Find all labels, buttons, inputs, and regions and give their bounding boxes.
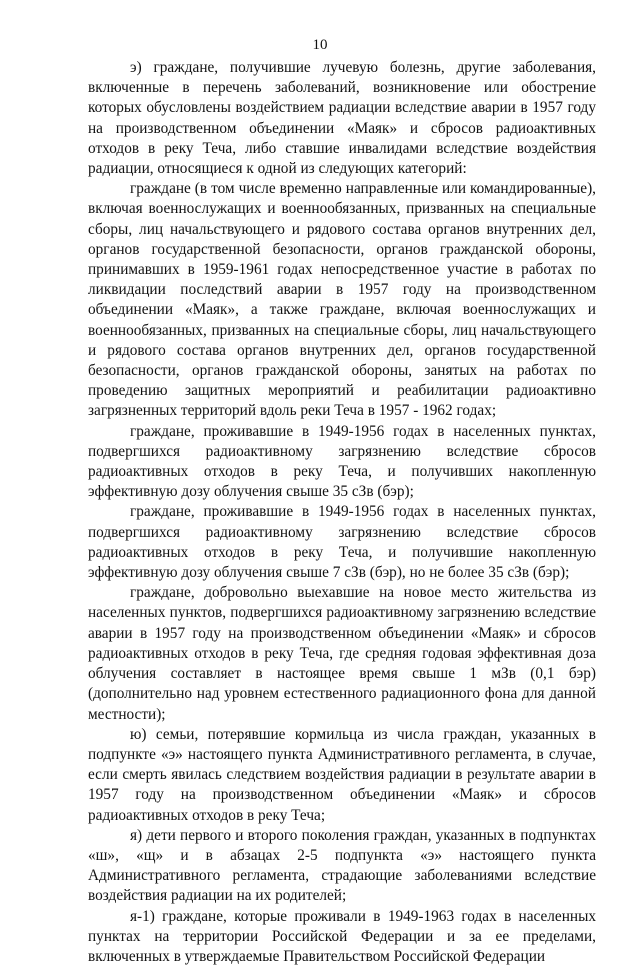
paragraph-ya1-residents: я-1) граждане, которые проживали в 1949-1963 годах в населенных пунктах на территории Российской Федерации и за ее пределами, включенных в утверждаемые Правительством Российской Федерации [88, 907, 596, 965]
paragraph-ya-children: я) дети первого и второго поколения граждан, указанных в подпунктах «ш», «щ» и в абзацах 2-5 подпункта «э» настоящего пункта Административного регламента, страдающие заболеваниями вследствие воздействия радиации на их родителей; [88, 826, 596, 905]
document-body [88, 58, 596, 967]
paragraph-e-veterans-radiation: э) граждане, получившие лучевую болезнь, другие заболевания, включенные в перечень заболеваний, возникновение или обострение которых обусловлены воздействием радиации вследствие аварии в 1957 году на производственном объединении «Маяк» и сбросов радиоактивных отходов в реку Теча, либо ставшие инвалидами вследствие воздействия радиации, относящиеся к одной из следующих категорий: [88, 59, 596, 178]
paragraph-liquidation-participants: граждане (в том числе временно направленные или командированные), включая военнослужащих и военнообязанных, призванных на специальные сборы, лиц начальствующего и рядового состава органов внутренних дел, органов государственной безопасности, органов гражданской обороны, принимавших в 1959-1961 годах непосредственное участие в работах по ликвидации последствий аварии в 1957 году на производственном объединении «Маяк», а также граждане, включая военнослужащих и военнообязанных, призванных на специальные сборы, лиц начальствующего и рядового состава органов внутренних дел, органов государственной безопасности, органов гражданской обороны, занятых на работах по проведению защитных мероприятий и реабилитации радиоактивно загрязненных территорий вдоль реки Теча в 1957 - 1962 годах; [88, 180, 596, 420]
paragraph-voluntary-relocated: граждане, добровольно выехавшие на новое место жительства из населенных пунктов, подвергшихся радиоактивному загрязнению вследствие аварии в 1957 году на производственном объединении «Маяк» и сбросов радиоактивных отходов в реку Теча, где средняя годовая эффективная доза облучения составляет в настоящее время свыше 1 мЗв (0,1 бэр) (дополнительно над уровнем естественного радиационного фона для данной местности); [88, 584, 596, 723]
paragraph-residents-7-to-35: граждане, проживавшие в 1949-1956 годах в населенных пунктах, подвергшихся радиоактивному загрязнению вследствие сбросов радиоактивных отходов в реку Теча, и получившие накопленную эффективную дозу облучения свыше 7 сЗв (бэр), но не более 35 сЗв (бэр); [88, 503, 596, 582]
paragraph-yu-families: ю) семьи, потерявшие кормильца из числа граждан, указанных в подпункте «э» настоящего пункта Административного регламента, в случае, если смерть явилась следствием воздействия радиации в результате аварии в 1957 году на производственном объединении «Маяк» и сбросов радиоактивных отходов в реку Теча; [88, 725, 596, 824]
page-number: 10 [312, 37, 328, 53]
paragraph-residents-above-35: граждане, проживавшие в 1949-1956 годах в населенных пунктах, подвергшихся радиоактивному загрязнению вследствие сбросов радиоактивных отходов в реку Теча, и получивших накопленную эффективную дозу облучения свыше 35 сЗв (бэр); [88, 422, 596, 501]
